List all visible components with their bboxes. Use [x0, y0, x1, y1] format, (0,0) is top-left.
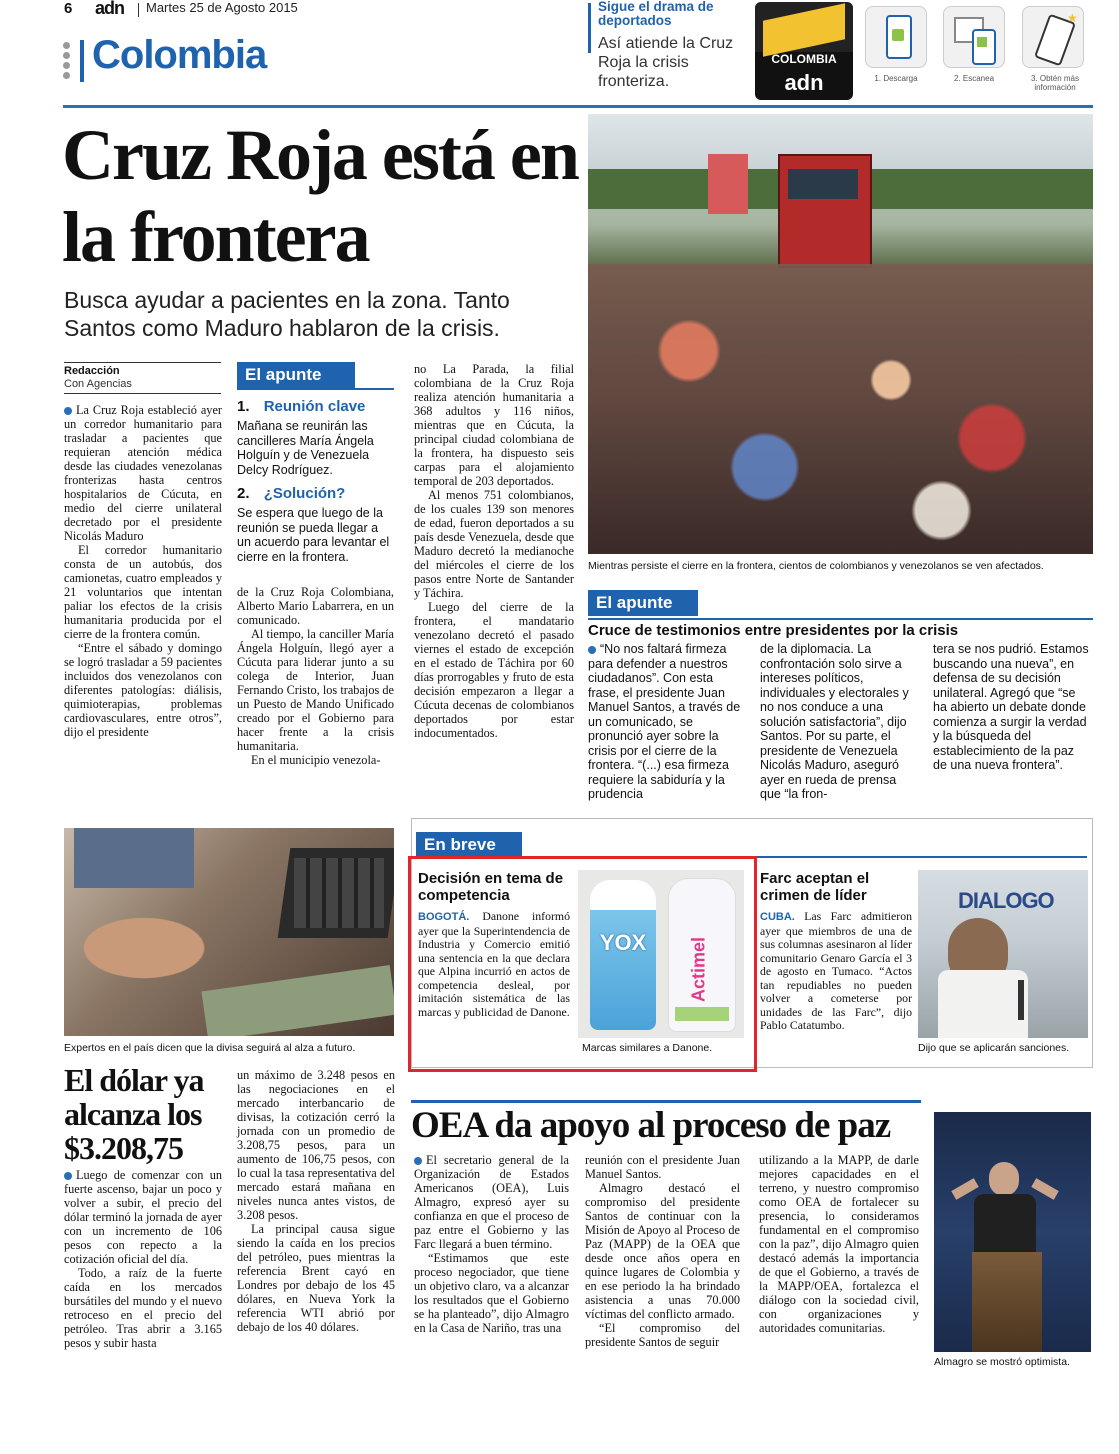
breve1-body — [418, 910, 570, 1019]
breve2-text: Las Farc admitieron ayer que miembros de una de sus columnas asesinaron al líder comunitario Genaro García el 3 de agosto en Tumaco. “Actos tan repudiables no pueden volver a cometerse por unidades de las Farc”, dijo Pablo Catatumbo. — [760, 909, 913, 1032]
apunte-tab: El apunte — [237, 362, 355, 388]
apunte-item1-title: Reunión clave — [263, 398, 366, 415]
breve1-caption: Marcas similares a Danone. — [582, 1042, 713, 1054]
bottle1-label: YOX — [599, 930, 647, 955]
yogurt-photo — [578, 870, 744, 1038]
bullet-icon — [414, 1157, 422, 1165]
oea-col2 — [585, 1153, 740, 1349]
border-crowd-photo — [588, 114, 1093, 554]
oea-col1-p1: El secretario general de la Organización de Estados Americanos (OEA), Luis Almagro, expresó ayer su confianza en que el proceso de paz entre el Gobierno y las Farc llegará a buen término. — [414, 1153, 569, 1251]
byline-org: Con Agencias — [64, 378, 132, 390]
header-divider — [138, 3, 139, 17]
apunte2-tab: El apunte — [588, 590, 698, 616]
app-logo-top: COLOMBIA — [771, 52, 837, 66]
dollar-col2-p2: La principal causa sigue siendo la caída en los precios del petróleo, pues mientras la referencia Brent cayó en Londres por debajo de los 45 dólares, en Nueva York la referencia WTI abrió por debajo de los 40 dólares. — [237, 1222, 395, 1334]
main-subhead: Busca ayudar a pacientes en la zona. Tanto Santos como Maduro hablaron de la crisis. — [64, 287, 510, 341]
almagro-photo — [934, 1112, 1091, 1352]
phone-info-icon: ★ — [1022, 6, 1084, 68]
apunte-item2-text: Se espera que luego de la reunión se pueda llegar a un acuerdo para levantar el cierre en la frontera. — [237, 506, 390, 564]
dollar-col2 — [237, 1068, 395, 1334]
en-breve-tab: En breve — [416, 832, 522, 858]
step-label-2: 2. Escanea — [953, 74, 995, 83]
main-photo-caption: Mientras persiste el cierre en la frontera, cientos de colombianos y venezolanos se ven afectados. — [588, 560, 1044, 572]
main-col1-p1: La Cruz Roja estableció ayer un corredor humanitario para trasladar a pacientes que requieran atención médica desde las ciudades venezolanas fronterizas hasta centros hospitalarios de Cúcuta, en medio del cierre unilateral decretado por el presidente Nicolás Maduro — [64, 403, 222, 543]
oea-rule — [411, 1100, 921, 1103]
step-info[interactable] — [1022, 6, 1088, 92]
apunte2-col1-text: “No nos faltará firmeza para defender a nuestros ciudadanos”. Con esta frase, el presidente Juan Manuel Santos, a través de un comunicado, se pronunció ayer sobre la crisis por el cierre de la frontera. “(...) esa firmeza requiere la sabiduría y la prudencia — [588, 642, 741, 801]
byline-name: Redacción — [64, 365, 120, 377]
byline-rule — [64, 362, 221, 363]
step-label-3: 3. Obtén más información — [1030, 74, 1080, 92]
apunte2-tab-wrap — [588, 590, 1093, 616]
breve1-text: Danone informó ayer que la Superintendencia de Industria y Comercio emitió una sentencia en la que declara que Alpina incurrió en actos de competencia desleal, por imitación sistemática de las marcas y publicidad de Danone. — [418, 909, 570, 1019]
main-col1-p2: El corredor humanitario consta de un autobús, dos camionetas, cuatro empleados y 21 voluntarios que intentan paliar los efectos de la crisis humanitaria producida por el cierre de la frontera común. — [64, 543, 222, 641]
main-col1 — [64, 403, 222, 739]
oea-col2-p2: Almagro destacó el compromiso del presidente Santos de continuar con la Misión de Apoyo al Proceso de Paz (MAPP) de la OEA que desde once años opera en quince lugares de Colombia y en ese periodo la ha brindado asistencia a unas 70.000 víctimas del conflicto armado. — [585, 1181, 740, 1321]
apunte2-col1 — [588, 642, 743, 802]
dialogo-banner: DIALOGO — [958, 888, 1054, 913]
apunte-box — [237, 362, 394, 564]
main-col2 — [237, 585, 394, 767]
oea-col3-p1: utilizando a la MAPP, de darle mejores capacidades en el terreno, y nuestro compromiso como OEA de fortalecer su presencia, lo consideramos fundamental en el compromiso con la paz”, dijo Almagro quien destacó además la importancia de que el Gobierno, a través de la MAPP/OEA, fortalezca el diálogo con la sociedad civil, con organizaciones y autoridades comunitarias. — [759, 1153, 919, 1335]
dollar-col2-p1: un máximo de 3.248 pesos en las negociaciones en el mercado interbancario de divisas, la cotización cerró la jornada con un promedio de 3.208,75 pesos, para un aumento de 106,75 pesos, con lo cual la tasa representativa del mercado estará mañana en niveles nunca antes vistos, de 3.208 pesos. — [237, 1068, 395, 1222]
issue-date: Martes 25 de Agosto 2015 — [146, 0, 298, 15]
page-number: 6 — [64, 0, 73, 17]
step-download[interactable] — [865, 6, 927, 83]
bullet-icon — [64, 407, 72, 415]
app-logo-bottom: adn — [784, 70, 824, 95]
apunte-item1-num: 1. — [237, 398, 250, 415]
main-col2-p1: de la Cruz Roja Colombiana, Alberto Mario Labarrera, en un comunicado. — [237, 585, 394, 627]
phone-scan-icon — [943, 6, 1005, 68]
bullet-icon — [64, 1172, 72, 1180]
main-col3-p3: Luego del cierre de la frontera, el mandatario venezolano decretó el pasado viernes el estado de excepción en el estado de Táchira por 60 días prorrogables y fruto de esta decisión empezaron a llegar a Cúcuta decenas de colombianos deportados por estar indocumentados. — [414, 600, 574, 740]
apunte-item2-title: ¿Solución? — [263, 485, 346, 502]
dollar-col1-p1: Luego de comenzar con un fuerte ascenso, bajar un poco y volver a subir, el precio del dólar terminó la jornada de ayer con un incremento de 106 pesos con repecto a la cotización oficial del día. — [64, 1168, 222, 1266]
main-col3-p1: no La Parada, la filial colombiana de la Cruz Roja realiza atención humanitaria a 368 adultos y 116 niños, mientras que en Cúcuta, la principal ciudad colombiana de la frontera, ha dispuesto seis carpas para el alojamiento temporal de 203 deportados. — [414, 362, 574, 488]
oea-col2-p1: reunión con el presidente Juan Manuel Santos. — [585, 1153, 740, 1181]
main-col2-p2: Al tiempo, la canciller María Ángela Holguín, llegó ayer a Cúcuta para liderar junto a su colega de Interior, Juan Fernando Cristo, los trabajos de un Puesto de Mando Unificado creado por el Gobierno para hacer frente a la crisis humanitaria. — [237, 627, 394, 753]
bottle2-label: Actimel — [688, 936, 709, 1003]
dollar-photo-caption: Expertos en el país dicen que la divisa seguirá al alza a futuro. — [64, 1042, 356, 1054]
catatumbo-photo — [918, 870, 1088, 1038]
breve2-body — [760, 910, 912, 1033]
app-logo[interactable] — [755, 2, 853, 100]
breve1-title: Decisión en tema de competencia — [418, 870, 564, 904]
breve2-title: Farc aceptan el crimen de líder — [760, 870, 870, 904]
apunte2-title: Cruce de testimonios entre presidentes por la crisis — [588, 622, 959, 639]
main-col3 — [414, 362, 574, 740]
main-headline: Cruz Roja está en la frontera — [62, 115, 578, 277]
brand-logo: adn — [95, 0, 125, 18]
section-title: Colombia — [92, 33, 267, 77]
section-bar — [80, 40, 84, 82]
section-dots-icon — [63, 42, 71, 79]
apunte-item2-num: 2. — [237, 485, 250, 502]
breve2-caption: Dijo que se aplicarán sanciones. — [918, 1042, 1070, 1054]
step-label-1: 1. Descarga — [874, 74, 918, 83]
dollar-photo — [64, 828, 394, 1036]
main-col3-p2: Al menos 751 colombianos, de los cuales 139 son menores de edad, fueron deportados a su país desde Venezuela, desde que Maduro decretó la medianoche del miércoles el cierre de los pasos entre Norte de Santander y Táchira. — [414, 488, 574, 600]
step-scan[interactable] — [943, 6, 1005, 83]
promo-text: Así atiende la Cruz Roja la crisis fronteriza. — [598, 35, 734, 90]
main-col1-p3: “Entre el sábado y domingo se logró trasladar a 59 pacientes incluidos dos venezolanos con diferentes patologías: diálisis, quimioterapias, problemas cardiovasculares, entre otros”, dijo el presidente — [64, 641, 222, 739]
dollar-col1 — [64, 1168, 222, 1350]
phone-download-icon — [865, 6, 927, 68]
main-col2-p3: En el municipio venezola- — [251, 753, 381, 767]
oea-col3 — [759, 1153, 919, 1335]
oea-headline: OEA da apoyo al proceso de paz — [411, 1105, 891, 1146]
oea-col2-p3: “El compromiso del presidente Santos de seguir — [585, 1321, 740, 1349]
breve1-dateline: BOGOTÁ. — [418, 911, 470, 923]
promo-title: Sigue el drama de deportados — [598, 0, 714, 28]
apunte2-col3: tera se nos pudrió. Estamos buscando una nueva”, en defensa de su decisión unilateral. Agregó que “se ha abierto un debate donde comienza a surgir la verdad y la búsqueda del establecimiento de la paz de una nueva frontera”. — [933, 642, 1089, 772]
apunte2-col2: de la diplomacia. La confrontación solo sirve a intereses políticos, individuales y electorales y no nos conduce a una solución satisfactoria”, dijo Santos. Por su parte, el presidente de Venezuela Nicolás Maduro, aseguró ayer en rueda de prensa que “la fron- — [760, 642, 909, 801]
bullet-icon — [588, 646, 596, 654]
promo-bar — [588, 3, 591, 53]
almagro-caption: Almagro se mostró optimista. — [934, 1356, 1070, 1368]
oea-col1 — [414, 1153, 569, 1335]
apunte-item1-text: Mañana se reunirán las cancilleres María Ángela Holguín y de Venezuela Delcy Rodríguez. — [237, 419, 374, 477]
header-rule — [63, 105, 1093, 108]
oea-col1-p2: “Estimamos que este proceso negociador, que tiene un objetivo claro, va a alcanzar los resultados que el Gobierno se ha planteado”, dijo Almagro en la Casa de Nariño, tras una — [414, 1251, 569, 1335]
dollar-headline: El dólar ya alcanza los $3.208,75 — [64, 1062, 204, 1166]
dollar-col1-p2: Todo, a raíz de la fuerte caída en los mercados bursátiles del mundo y el nuevo retroceso en el precio del petróleo. Tras abrir a 3.165 pesos y subir hasta — [64, 1266, 222, 1350]
byline-rule-bottom — [64, 393, 221, 394]
breve2-dateline: CUBA. — [760, 911, 795, 923]
